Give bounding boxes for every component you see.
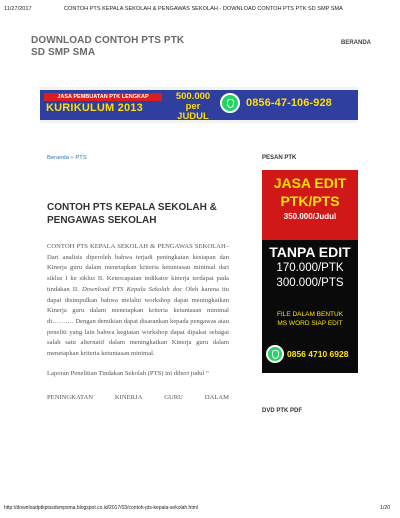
ad-line-7: FILE DALAM BENTUK xyxy=(276,311,344,318)
ad-line-8: MS WORD SIAP EDIT xyxy=(277,320,343,327)
whatsapp-icon xyxy=(266,345,284,363)
print-page-title: CONTOH PTS KEPALA SEKOLAH & PENGAWAS SEKOLAH - DOWNLOAD CONTOH PTS PTK SD SMP SMA xyxy=(64,6,343,12)
site-title[interactable]: DOWNLOAD CONTOH PTS PTK SD SMP SMA xyxy=(31,35,185,58)
post-body xyxy=(47,242,229,404)
word-4: DALAM xyxy=(204,394,229,402)
banner-phone: 0856-47-106-928 xyxy=(246,97,332,109)
ad-phone: 0856 4710 6928 xyxy=(287,349,349,359)
ad-format-section xyxy=(262,310,358,328)
ad-line-6: 300.000/PTS xyxy=(276,277,344,289)
ad-line-3: 350.000/Judul xyxy=(283,212,337,221)
ad-line-5: 170.000/PTK xyxy=(276,262,344,274)
top-banner-ad[interactable] xyxy=(40,87,358,123)
nav-beranda-link[interactable]: BERANDA xyxy=(341,40,371,46)
ad-line-1: JASA EDIT xyxy=(273,175,347,191)
ad-line-4: TANPA EDIT xyxy=(269,244,351,260)
banner-price-unit: per JUDUL xyxy=(177,101,209,122)
banner-price-amount: 500.000 xyxy=(175,91,211,102)
word-2: KINERJA xyxy=(114,394,143,402)
print-date: 11/27/2017 xyxy=(4,6,32,12)
sidebar-ad[interactable] xyxy=(262,170,358,373)
print-url: http://downloadptkptssdsmpsma.blogspot.co.id/2017/03/contoh-pts-kepala-sekolah.html xyxy=(4,505,199,511)
sidebar-heading-dvd-ptk: DVD PTK PDF xyxy=(262,408,303,414)
banner-main-text: KURIKULUM 2013 xyxy=(46,102,143,114)
post-paragraph-1 xyxy=(47,242,229,360)
whatsapp-icon xyxy=(220,93,240,113)
breadcrumb-pts-link[interactable]: PTS xyxy=(75,155,87,161)
banner-price xyxy=(170,92,216,122)
breadcrumb xyxy=(47,155,87,161)
para1-text-a: CONTOH PTS KEPALA SEKOLAH & PENGAWAS SEKOLAH–Dari analisis diperoleh bahwa terjadi peningkatan kesiapan dan Kinerja guru dalam menetapkan kriteria ketuntasan minimal dari siklus I ke siklus II. Ketercapaian indikator kinerja terdapat pada tindakan II. xyxy=(47,243,229,293)
para1-emphasis: Download PTS Kepala Sekolah doc xyxy=(81,285,183,293)
breadcrumb-separator: » xyxy=(70,155,74,161)
word-3: GURU xyxy=(164,394,183,402)
ad-line-2: PTK/PTS xyxy=(280,193,340,209)
site-header xyxy=(0,16,400,82)
ad-top-section xyxy=(262,170,358,240)
post-title: CONTOH PTS KEPALA SEKOLAH & PENGAWAS SEKOLAH xyxy=(47,202,217,226)
print-header xyxy=(4,3,396,15)
sidebar-heading-pesan-ptk: PESAN PTK xyxy=(262,155,297,161)
ad-middle-section xyxy=(262,244,358,291)
breadcrumb-home-link[interactable]: Beranda xyxy=(47,155,69,161)
print-page-number: 1/20 xyxy=(380,505,390,511)
word-1: PENINGKATAN xyxy=(47,394,93,402)
banner-label: JASA PEMBUATAN PTK LENGKAP xyxy=(44,93,162,101)
post-paragraph-3 xyxy=(47,393,229,404)
post-paragraph-2: Laporan Penelitian Tindakan Sekolah (PTS) ini diberi judul “ xyxy=(47,369,209,377)
para1-text-b: Oleh karena itu dapat disimpulkan bahwa melalui workshop dapat meningkatkan Kinerja guru dalam menetapkan kriteria ketuntasan minimal di………. Dengan demikian dapat disarankan kepada pengawas atau peneliti yang lain bahwa kegiatan workshop dapat dipakai sebagai salah satu alternatif dalam meningkatkan Kinerja guru dalam menetapkan kriteria ketuntasan minimal. xyxy=(47,285,229,358)
